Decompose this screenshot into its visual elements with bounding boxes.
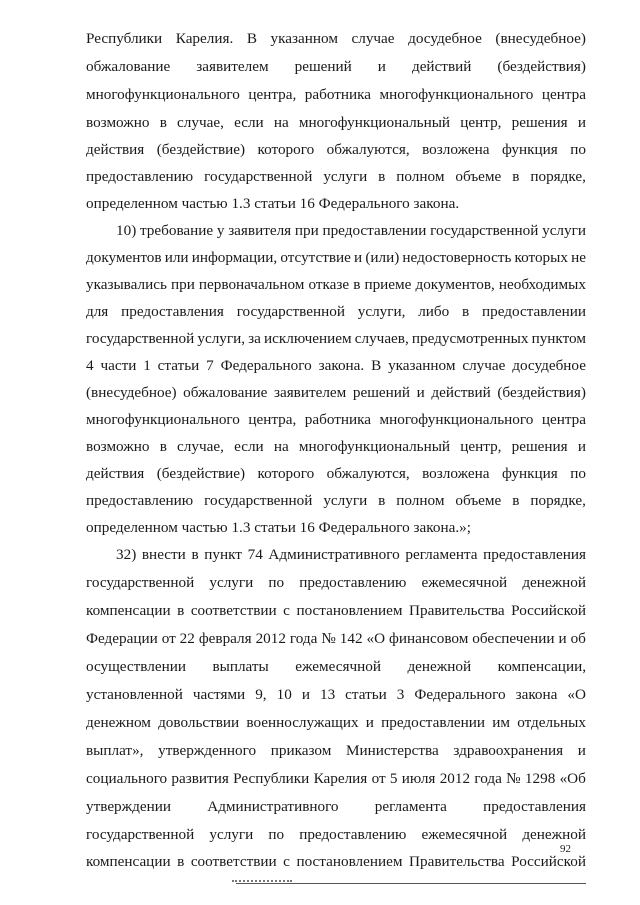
word: частями [192,686,246,703]
word: финансовом [389,630,469,647]
word: утверждении [86,798,171,815]
word: Административного [268,546,400,563]
word: и [365,714,374,731]
word: центр, [460,438,502,455]
word: случае, [177,114,224,131]
word: функция [501,141,558,158]
word: года [474,770,502,787]
word: действий [411,58,472,75]
word: недостоверность [402,249,512,266]
word: довольствии [158,714,240,731]
word: Федерации [86,630,158,647]
word: случае [462,357,506,374]
word: (внесудебное) [495,30,586,47]
word: компенсации [86,602,171,619]
word: в [159,114,167,131]
word: многофункционального [86,86,240,103]
text-line [86,356,586,376]
word: в [378,492,386,509]
word: и [377,58,386,75]
word: государственной [204,492,313,509]
word: выплат», [86,742,144,759]
word: предоставлении [381,714,486,731]
text-line [86,464,586,484]
word: услуги, [197,330,246,347]
word: статьи [345,686,387,703]
word: 2012 [255,630,286,647]
word: требование [139,222,214,239]
word: при [170,276,195,293]
word: 4 [86,357,94,374]
word: услуги [209,574,254,591]
word: указанном [388,357,456,374]
word: отказе [308,276,350,293]
word: постановлением [296,853,403,870]
word: в [353,276,361,293]
word: об [570,630,586,647]
word: которых [514,249,568,266]
text-line [86,140,586,160]
text-line [86,113,586,133]
word: отдельных [517,714,586,731]
word: 10 [276,686,292,703]
text-line [86,85,586,105]
word: и [301,686,310,703]
text-line [86,657,586,677]
word: «О [567,686,586,703]
word: (или) [365,249,400,266]
word: по [268,574,285,591]
word: государственной [86,826,195,843]
word: порядке, [530,168,586,185]
text-line [86,248,586,268]
word: предоставлении [322,222,427,239]
text-line [86,437,586,457]
word: возможно [86,438,150,455]
word: за [248,330,261,347]
word: июля [401,770,436,787]
word: необходимых [498,276,586,293]
footer-rule [236,883,586,884]
word: регламента [405,546,478,563]
word: у [216,222,225,239]
word: развития [171,770,229,787]
word: 32) [116,546,137,563]
word: заявителем [196,58,269,75]
word: 22 [179,630,195,647]
word: (бездействие) [156,465,246,482]
word: документов, [415,276,495,293]
word: предоставлению [299,574,407,591]
word: Министерства [346,742,439,759]
word: действия [86,465,145,482]
word: предусмотренных [411,330,529,347]
word: в [159,438,167,455]
word: которого [257,141,315,158]
word: Правительства [409,853,505,870]
word: функция [501,465,558,482]
word: центра, [248,411,297,428]
word: Федерального [414,686,506,703]
word: денежной [522,574,586,591]
word: объеме [455,492,502,509]
word: Федерального [220,357,312,374]
word: постановлением [296,602,403,619]
word: обжалуются, [326,465,410,482]
word: социального [86,770,168,787]
word: денежной [522,826,586,843]
word: в [177,602,185,619]
word: обеспечении [472,630,555,647]
text-line [86,741,586,761]
text-line [86,383,586,403]
word: центра, [248,86,297,103]
word: исключением [264,330,352,347]
word: объеме [455,168,502,185]
word: по [268,826,285,843]
paragraph-first-line [116,545,586,565]
word: и [354,249,363,266]
word: в [512,168,520,185]
word: заявителем [273,384,347,401]
word: обжалуются, [326,141,410,158]
word: денежной [407,658,472,675]
word: документов [86,249,162,266]
word: приеме [364,276,412,293]
word: порядке, [530,492,586,509]
word: многофункционального [379,411,534,428]
text-line [86,29,586,49]
paragraph-first-line [116,221,586,241]
word: и [577,114,586,131]
word: решений [294,58,352,75]
word: (внесудебное) [86,384,177,401]
word: с [283,602,290,619]
word: закона. [318,357,365,374]
text-line [86,275,586,295]
text-line [86,685,586,705]
word: 10) [116,222,137,239]
word: утвержденного [158,742,257,759]
word: решения [511,114,568,131]
word: случае [351,30,395,47]
word: статьи [157,357,200,374]
word: 2012 [439,770,471,787]
text-line [86,629,586,649]
word: в [378,168,386,185]
word: и [416,384,425,401]
word: или [164,249,189,266]
word: установленной [86,686,183,703]
text-line [86,329,586,349]
word: 7 [206,357,214,374]
text-line [86,713,586,733]
word: (бездействие) [156,141,246,158]
word: государственной [86,574,195,591]
word: В [246,30,257,47]
text-line [86,852,586,872]
word: Российской [511,853,586,870]
word: 74 [247,546,263,563]
word: услуги [542,222,586,239]
word: Административного [207,798,339,815]
word: не [571,249,586,266]
word: от [371,770,386,787]
word: действий [431,384,491,401]
word: в [177,853,185,870]
word: на [273,438,289,455]
word: ежемесячной [421,826,508,843]
word: Карелия. [175,30,234,47]
word: досудебное [408,30,482,47]
word: 9, [255,686,267,703]
word: Правительства [409,602,505,619]
word: предоставления [483,546,586,563]
word: приказом [270,742,332,759]
word: либо [418,303,450,320]
word: им [492,714,511,731]
word: в [191,546,199,563]
word: случаев, [354,330,409,347]
text-line [86,601,586,621]
page-number: 92 [560,843,571,855]
word: 142 [339,630,363,647]
word: указывались [86,276,167,293]
word: ежемесячной [295,658,381,675]
word: здравоохранения [453,742,564,759]
word: многофункциональный [298,114,451,131]
footer-dotted-mark [232,880,292,882]
word: с [283,853,290,870]
word: компенсации [86,853,171,870]
word: услуги, [357,303,406,320]
word: пункт [204,546,242,563]
word: «О [366,630,386,647]
word: и [577,742,586,759]
word: февраля [198,630,252,647]
word: и [558,630,567,647]
text-line [86,797,586,817]
word: которого [257,465,315,482]
word: при [294,222,319,239]
word: полном [396,492,445,509]
word: услуги [323,168,368,185]
word: заявителя [228,222,292,239]
word: 1298 [524,770,556,787]
word: первоначальном [198,276,305,293]
word: центра [541,86,586,103]
word: № [506,770,521,787]
word: государственной [86,330,195,347]
word: регламента [374,798,447,815]
text-line [86,573,586,593]
word: 3 [396,686,405,703]
word: осуществлении [86,658,186,675]
word: 5 [389,770,398,787]
word: государственной [236,303,345,320]
word: полном [396,168,445,185]
word: указанном [270,30,338,47]
word: 13 [319,686,336,703]
word: многофункционального [379,86,534,103]
word: по [570,141,586,158]
word: в [462,303,470,320]
word: компенсации, [497,658,586,675]
word: на [273,114,289,131]
word: военнослужащих [246,714,359,731]
word: действия [86,141,145,158]
word: денежном [86,714,151,731]
word: выплаты [212,658,269,675]
word: соответствии [190,853,277,870]
text-line [86,410,586,430]
word: центра [541,411,586,428]
text-line [86,825,586,845]
word: государственной [430,222,539,239]
word: предоставления [483,798,586,815]
text-line [86,167,586,187]
word: предоставления [121,303,224,320]
word: отсутствие [280,249,351,266]
text-line: определенном частью 1.3 статьи 16 Федерального закона.»; [86,519,471,536]
word: внести [141,546,186,563]
word: соответствии [190,602,277,619]
word: предоставлении [482,303,586,320]
word: Республики [233,770,310,787]
word: Российской [511,602,586,619]
word: по [570,465,586,482]
word: многофункциональный [298,438,451,455]
word: возложена [422,141,490,158]
word: досудебное [512,357,586,374]
word: услуги [209,826,254,843]
word: и [577,438,586,455]
word: «Об [559,770,586,787]
word: обжалование [86,58,171,75]
text-line [86,769,586,789]
word: если [234,438,264,455]
word: Республики [86,30,163,47]
word: возложена [422,465,490,482]
word: Карелия [313,770,368,787]
word: от [161,630,176,647]
word: многофункционального [86,411,240,428]
word: года [289,630,318,647]
word: услуги [323,492,368,509]
word: центр, [460,114,502,131]
word: В [371,357,382,374]
word: части [100,357,137,374]
word: предоставлению [86,168,194,185]
word: ежемесячной [421,574,508,591]
text-line [86,57,586,77]
word: пунктом [531,330,586,347]
word: предоставлению [86,492,194,509]
word: в [512,492,520,509]
word: предоставлению [299,826,407,843]
text-line [86,302,586,322]
word: обжалование [183,384,268,401]
word: информации, [191,249,278,266]
word: государственной [204,168,313,185]
word: 1 [143,357,151,374]
text-line: определенном частью 1.3 статьи 16 Федерального закона. [86,195,460,212]
word: возможно [86,114,150,131]
word: для [86,303,109,320]
word: если [234,114,264,131]
word: решения [511,438,568,455]
word: работника [304,86,372,103]
word: (бездействия) [497,58,586,75]
text-line [86,491,586,511]
word: (бездействия) [497,384,586,401]
word: № [321,630,336,647]
word: случае, [177,438,224,455]
word: работника [304,411,372,428]
word: решений [352,384,411,401]
word: закона [515,686,558,703]
